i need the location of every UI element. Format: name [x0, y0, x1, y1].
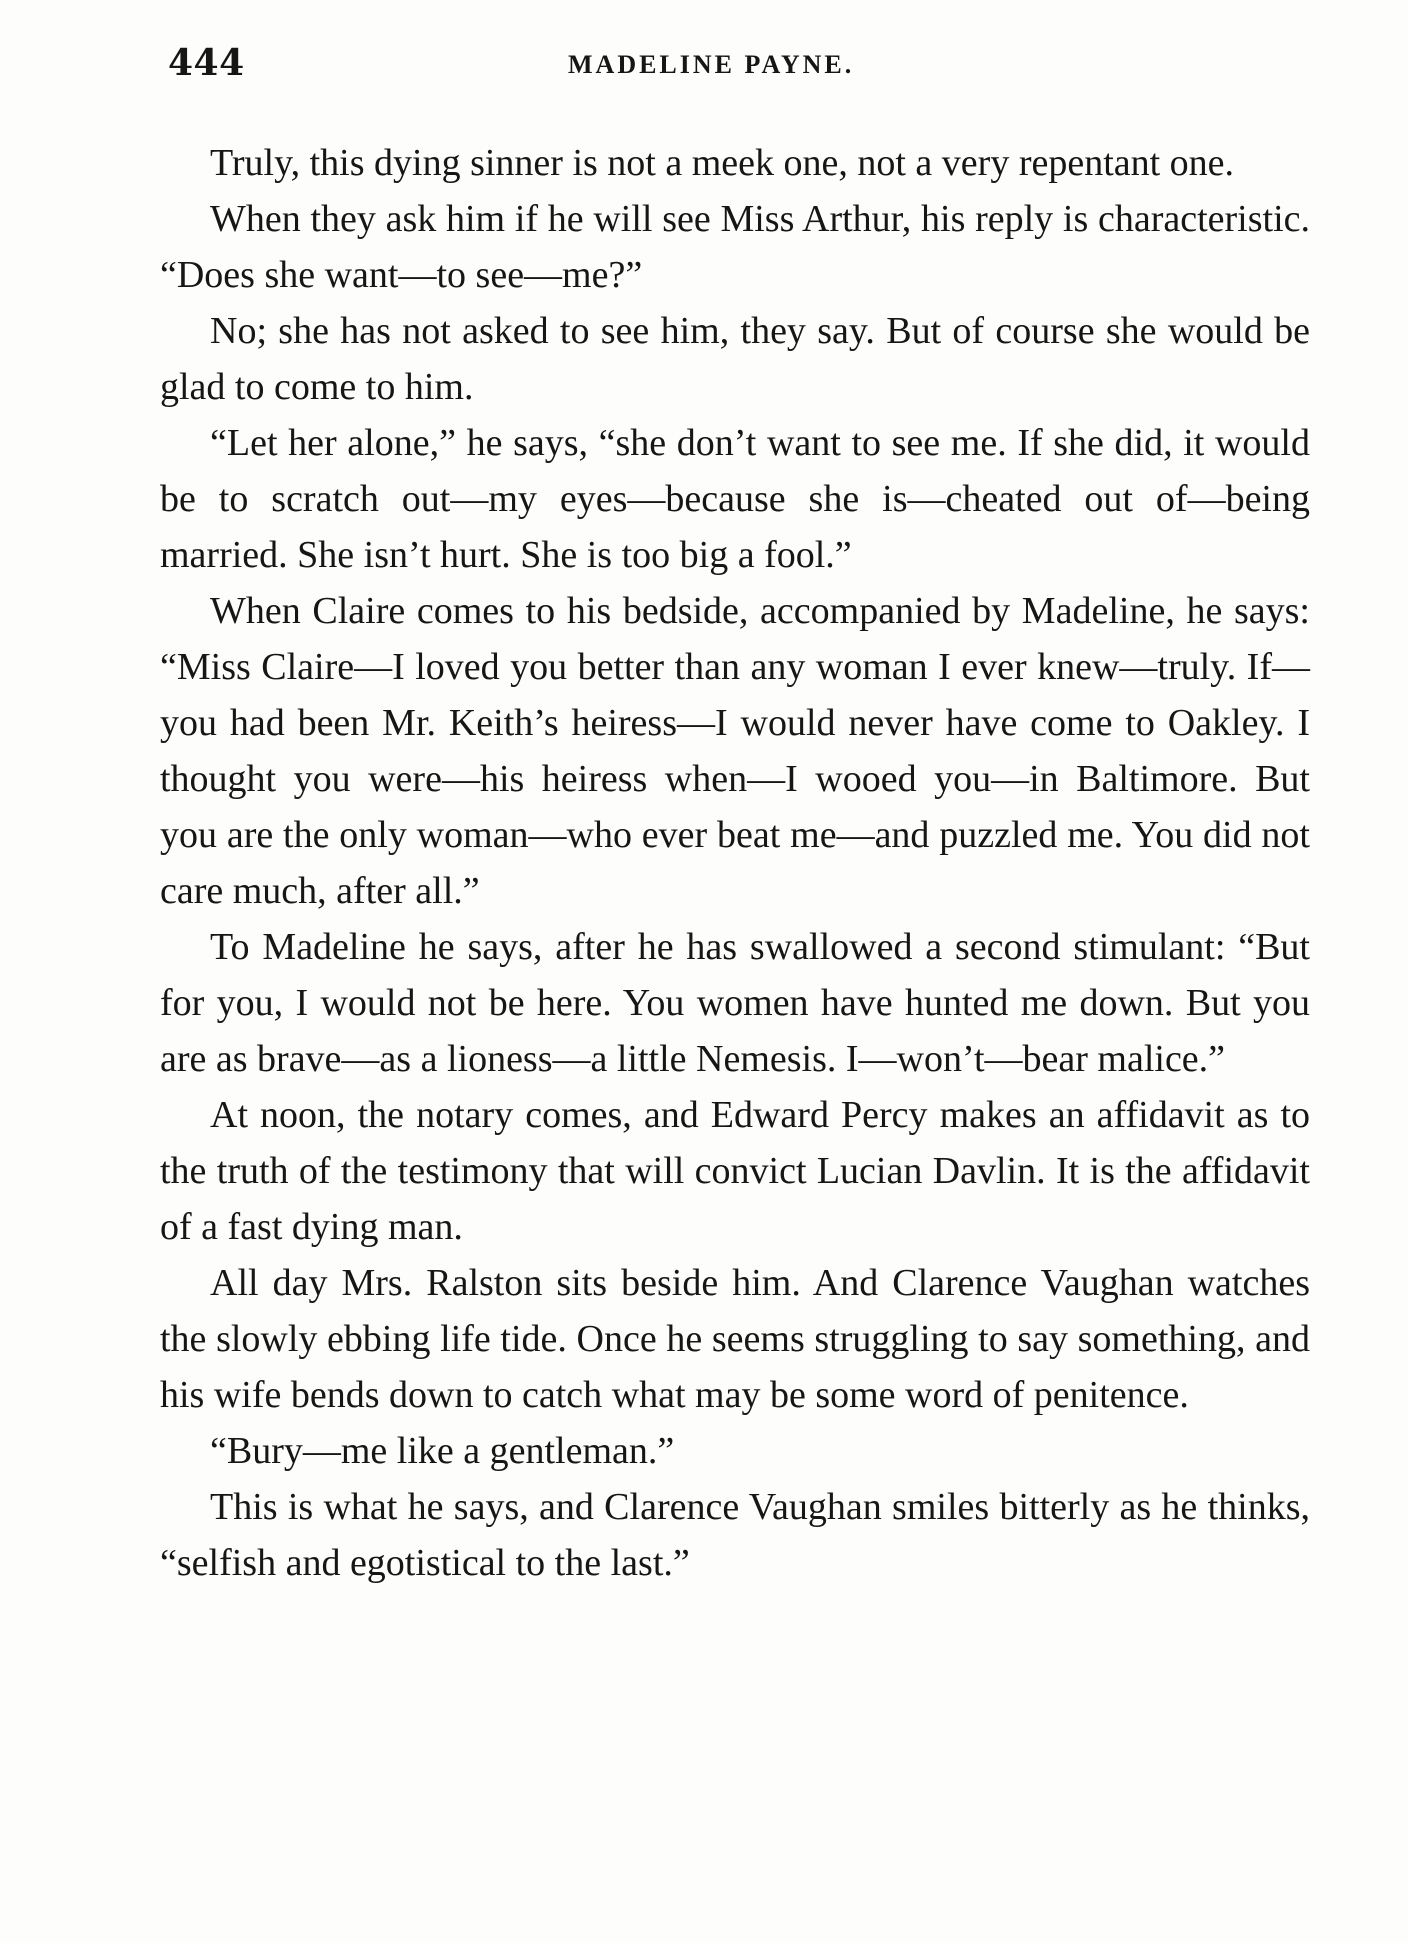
paragraph: This is what he says, and Clarence Vaughan smiles bitterly as he thinks, “selfish and egotistical to the last.”: [160, 1486, 1310, 1584]
running-head: [168, 42, 1316, 102]
paragraph: When they ask him if he will see Miss Arthur, his reply is characteristic. “Does she want—to see—me?”: [160, 198, 1310, 296]
paragraph: “Bury—me like a gentleman.”: [210, 1430, 675, 1472]
paragraph: No; she has not asked to see him, they say. But of course she would be glad to come to him.: [160, 310, 1310, 408]
paragraph: When Claire comes to his bedside, accompanied by Madeline, he says: “Miss Claire—I loved you better than any woman I ever knew—truly. If—you had been Mr. Keith’s heiress—I would never have come to Oakley. I thought you were—his heiress when—I wooed you—in Baltimore. But you are the only woman—who ever beat me—and puzzled me. You did not care much, after all.”: [160, 590, 1310, 912]
body-text: [160, 135, 1310, 1591]
paragraph: Truly, this dying sinner is not a meek one, not a very repentant one.: [210, 142, 1235, 184]
paragraph: At noon, the notary comes, and Edward Percy makes an affidavit as to the truth of the testimony that will convict Lucian Davlin. It is the affidavit of a fast dying man.: [160, 1094, 1310, 1248]
paragraph: To Madeline he says, after he has swallowed a second stimulant: “But for you, I would not be here. You women have hunted me down. But you are as brave—as a lioness—a little Nemesis. I—won’t—bear malice.”: [160, 926, 1310, 1080]
paragraph: “Let her alone,” he says, “she don’t want to see me. If she did, it would be to scratch out—my eyes—because she is—cheated out of—being married. She isn’t hurt. She is too big a fool.”: [160, 422, 1310, 576]
page-number: 444: [168, 42, 245, 84]
paragraph: All day Mrs. Ralston sits beside him. And Clarence Vaughan watches the slowly ebbing life tide. Once he seems struggling to say something, and his wife bends down to catch what may be some word of penitence.: [160, 1262, 1310, 1416]
book-title: MADELINE PAYNE.: [568, 50, 855, 79]
